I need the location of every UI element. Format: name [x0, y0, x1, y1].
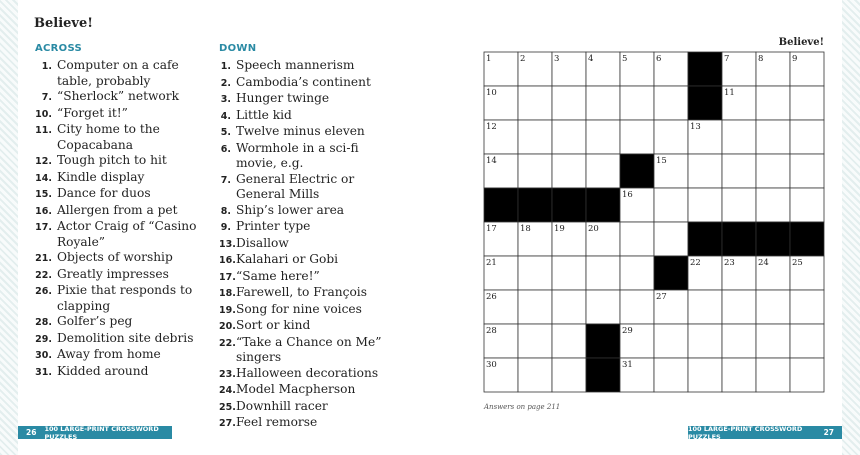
down-clue	[219, 399, 399, 416]
grid-cell[interactable]	[620, 86, 654, 120]
cell-number: 9	[792, 54, 798, 64]
grid-cell[interactable]	[756, 188, 790, 222]
across-clue	[35, 153, 205, 170]
grid-cell[interactable]	[518, 154, 552, 188]
footer-right	[688, 426, 842, 439]
down-clue	[219, 108, 399, 125]
grid-cell[interactable]	[518, 86, 552, 120]
clue-number: 10.	[35, 108, 52, 120]
clue-number: 27.	[219, 418, 236, 429]
grid-cell[interactable]	[756, 86, 790, 120]
clue-text: Model Macpherson	[236, 382, 356, 396]
clue-text: Allergen from a pet	[57, 202, 178, 217]
grid-cell[interactable]	[790, 290, 824, 324]
clue-number: 15.	[35, 189, 52, 200]
grid-cell[interactable]	[552, 290, 586, 324]
grid-cell[interactable]	[518, 290, 552, 324]
grid-cell[interactable]	[688, 154, 722, 188]
grid-cell[interactable]	[620, 290, 654, 324]
clue-number: 9.	[220, 222, 231, 233]
clue-number: 25.	[219, 401, 236, 413]
grid-cell[interactable]	[620, 120, 654, 154]
cell-number: 8	[758, 54, 764, 64]
across-clue	[35, 331, 205, 348]
across-clue	[35, 58, 205, 89]
cell-number: 18	[520, 224, 531, 234]
across-clue	[35, 283, 205, 314]
cell-number: 2	[520, 54, 526, 64]
across-clue	[35, 89, 205, 106]
clue-number: 22.	[35, 269, 52, 281]
down-clue	[219, 75, 399, 92]
clue-number: 11.	[35, 125, 52, 136]
across-clue	[35, 219, 205, 250]
clue-text: General Electric or General Mills	[236, 171, 355, 201]
answers-note: Answers on page 211	[484, 403, 561, 411]
clue-text: Song for nine voices	[236, 301, 362, 316]
across-clue	[35, 314, 205, 331]
grid-cell[interactable]	[722, 358, 756, 392]
across-clue	[35, 106, 205, 123]
clue-number: 29.	[35, 333, 52, 345]
cell-number: 26	[486, 292, 497, 302]
cell-number: 16	[622, 190, 633, 200]
clue-text: Away from home	[57, 347, 161, 361]
cell-number: 5	[622, 54, 628, 64]
grid-cell[interactable]	[790, 86, 824, 120]
clue-text: Farewell, to François	[236, 285, 367, 299]
down-clue	[219, 382, 399, 399]
clue-text: Dance for duos	[57, 186, 151, 200]
clue-text: Objects of worship	[57, 250, 173, 264]
clue-number: 28.	[35, 317, 52, 328]
down-clue	[219, 318, 399, 335]
clue-number: 26.	[35, 286, 52, 297]
grid-cell[interactable]	[586, 154, 620, 188]
black-square	[722, 222, 756, 256]
cell-number: 22	[690, 258, 701, 268]
grid-cell[interactable]	[518, 256, 552, 290]
down-clue	[219, 415, 399, 432]
clue-text: Sort or kind	[236, 318, 311, 332]
down-clue	[219, 203, 399, 220]
clue-text: Halloween decorations	[236, 365, 379, 380]
grid-cell[interactable]	[722, 154, 756, 188]
grid-cell[interactable]	[790, 324, 824, 358]
grid-cell[interactable]	[722, 324, 756, 358]
crossword-grid	[483, 51, 826, 393]
clue-text: “Sherlock” network	[57, 89, 179, 103]
clue-text: Pixie that responds to clapping	[57, 283, 193, 313]
clue-text: Ship’s lower area	[236, 202, 345, 217]
down-clue	[219, 124, 399, 141]
cell-number: 3	[554, 54, 560, 64]
down-clue	[219, 366, 399, 383]
clue-text: Twelve minus eleven	[236, 124, 365, 138]
black-square	[756, 222, 790, 256]
cell-number: 17	[486, 224, 497, 234]
cell-number: 7	[724, 54, 730, 64]
grid-cell[interactable]	[756, 358, 790, 392]
clue-number: 16.	[219, 255, 236, 266]
clue-number: 7.	[220, 174, 231, 186]
clue-text: Hunger twinge	[236, 91, 330, 105]
clue-text: Downhill racer	[236, 398, 328, 413]
grid-cell[interactable]	[552, 358, 586, 392]
cell-number: 13	[690, 122, 701, 132]
clue-text: Disallow	[236, 235, 289, 250]
clue-number: 18.	[219, 288, 236, 299]
clue-number: 14.	[35, 172, 52, 184]
black-square	[688, 222, 722, 256]
clue-number: 22.	[219, 337, 236, 349]
cell-number: 30	[486, 360, 497, 370]
page-number-left: 26	[26, 428, 37, 437]
clue-text: Kindle display	[57, 169, 145, 184]
clue-text: Golfer’s peg	[57, 314, 133, 328]
grid-cell[interactable]	[552, 324, 586, 358]
clue-text: Wormhole in a sci-fi movie, e.g.	[236, 140, 359, 170]
right-page-edge	[842, 0, 860, 455]
grid-cell[interactable]	[654, 358, 688, 392]
black-square	[688, 86, 722, 120]
left-page-edge	[0, 0, 18, 455]
clue-text: Cambodia’s continent	[236, 74, 371, 89]
clue-number: 1.	[41, 61, 52, 72]
across-clue	[35, 203, 205, 220]
grid-cell[interactable]	[688, 358, 722, 392]
black-square	[586, 188, 620, 222]
down-heading: DOWN	[219, 43, 257, 54]
grid-cell[interactable]	[586, 256, 620, 290]
cell-number: 24	[758, 258, 769, 268]
across-clue	[35, 267, 205, 284]
clue-text: Little kid	[236, 107, 292, 122]
footer-left-label: 100 LARGE-PRINT CROSSWORD PUZZLES	[44, 424, 159, 441]
down-clue	[219, 141, 399, 172]
grid-cell[interactable]	[518, 358, 552, 392]
grid-cell[interactable]	[552, 256, 586, 290]
down-clue	[219, 236, 399, 253]
clue-number: 17.	[219, 271, 236, 283]
clue-number: 23.	[219, 368, 236, 380]
clue-text: Speech mannerism	[236, 58, 355, 72]
cell-number: 29	[622, 326, 633, 336]
grid-cell[interactable]	[586, 120, 620, 154]
grid-cell[interactable]	[654, 222, 688, 256]
across-clue	[35, 364, 205, 381]
cell-number: 4	[588, 54, 594, 64]
clue-text: Computer on a cafe table, probably	[57, 58, 179, 88]
grid-cell[interactable]	[518, 324, 552, 358]
down-clue	[219, 335, 399, 366]
clue-text: Demolition site debris	[57, 330, 194, 345]
clue-text: Actor Craig of “Casino Royale”	[57, 219, 197, 249]
clue-text: Printer type	[236, 219, 311, 233]
clue-number: 31.	[35, 366, 52, 378]
grid-cell[interactable]	[688, 324, 722, 358]
clue-number: 12.	[35, 156, 52, 167]
cell-number: 28	[486, 326, 497, 336]
grid-cell[interactable]	[790, 358, 824, 392]
cell-number: 6	[656, 54, 662, 64]
clue-number: 30.	[35, 350, 52, 361]
grid-cell[interactable]	[756, 120, 790, 154]
clue-text: “Same here!”	[236, 268, 320, 283]
black-square	[790, 222, 824, 256]
grid-cell[interactable]	[790, 120, 824, 154]
footer-right-label: 100 LARGE-PRINT CROSSWORD PUZZLES	[688, 424, 803, 441]
across-clue	[35, 250, 205, 267]
cell-number: 14	[486, 156, 497, 166]
clue-number: 21.	[35, 253, 52, 264]
grid-cell[interactable]	[620, 256, 654, 290]
grid-cell[interactable]	[586, 86, 620, 120]
clue-number: 24.	[219, 385, 236, 396]
clue-number: 20.	[219, 321, 236, 332]
footer-left	[18, 426, 172, 439]
grid-cell[interactable]	[552, 86, 586, 120]
cell-number: 10	[486, 88, 497, 98]
clue-number: 4.	[220, 110, 231, 122]
cell-number: 19	[554, 224, 565, 234]
down-clue	[219, 58, 399, 75]
grid-cell[interactable]	[552, 120, 586, 154]
black-square	[688, 52, 722, 86]
cell-number: 11	[724, 88, 735, 98]
across-clue	[35, 347, 205, 364]
black-square	[586, 324, 620, 358]
clue-number: 17.	[35, 222, 52, 233]
clue-number: 7.	[41, 92, 52, 103]
grid-cell[interactable]	[790, 188, 824, 222]
cell-number: 31	[622, 360, 633, 370]
clue-number: 8.	[220, 205, 231, 217]
clue-text: “Forget it!”	[57, 105, 128, 120]
grid-cell[interactable]	[722, 290, 756, 324]
clue-text: Feel remorse	[236, 415, 318, 429]
down-clue	[219, 219, 399, 236]
across-clue	[35, 186, 205, 203]
clue-text: Kalahari or Gobi	[236, 252, 339, 266]
cell-number: 20	[588, 224, 599, 234]
cell-number: 21	[486, 258, 497, 268]
clue-number: 19.	[219, 304, 236, 316]
cell-number: 27	[656, 292, 667, 302]
down-clue	[219, 252, 399, 269]
down-clue	[219, 269, 399, 286]
across-clue-list	[35, 58, 205, 380]
grid-cell[interactable]	[688, 188, 722, 222]
grid-cell[interactable]	[688, 290, 722, 324]
grid-cell[interactable]	[722, 188, 756, 222]
down-clue	[219, 302, 399, 319]
grid-cell[interactable]	[586, 290, 620, 324]
clue-number: 2.	[220, 77, 231, 89]
clue-number: 5.	[220, 127, 231, 138]
grid-cell[interactable]	[620, 222, 654, 256]
grid-cell[interactable]	[722, 120, 756, 154]
across-clue	[35, 170, 205, 187]
grid-cell[interactable]	[654, 324, 688, 358]
grid-cell[interactable]	[756, 324, 790, 358]
clue-number: 1.	[220, 61, 231, 72]
clue-text: City home to the Copacabana	[57, 122, 160, 152]
cell-number: 12	[486, 122, 497, 132]
grid-cell[interactable]	[654, 188, 688, 222]
cell-number: 23	[724, 258, 735, 268]
down-clue	[219, 172, 399, 203]
clue-text: Tough pitch to hit	[57, 153, 167, 167]
down-clue-list	[219, 58, 399, 432]
black-square	[620, 154, 654, 188]
grid-cell[interactable]	[790, 154, 824, 188]
down-clue	[219, 91, 399, 108]
black-square	[654, 256, 688, 290]
across-clue	[35, 122, 205, 153]
across-heading: ACROSS	[35, 43, 83, 54]
grid-cell[interactable]	[756, 154, 790, 188]
puzzle-title: Believe!	[34, 16, 93, 31]
cell-number: 25	[792, 258, 803, 268]
down-clue	[219, 285, 399, 302]
grid-title: Believe!	[778, 37, 824, 48]
grid-cell[interactable]	[654, 120, 688, 154]
clue-number: 6.	[220, 143, 231, 155]
grid-cell[interactable]	[552, 154, 586, 188]
black-square	[518, 188, 552, 222]
clue-text: Greatly impresses	[57, 266, 169, 281]
black-square	[586, 358, 620, 392]
cell-number: 15	[656, 156, 667, 166]
grid-cell[interactable]	[518, 120, 552, 154]
clue-number: 16.	[35, 205, 52, 217]
clue-text: “Take a Chance on Me” singers	[236, 334, 382, 364]
clue-text: Kidded around	[57, 363, 149, 378]
page-number-right: 27	[823, 428, 834, 437]
black-square	[484, 188, 518, 222]
cell-number: 1	[486, 54, 492, 64]
grid-cell[interactable]	[654, 86, 688, 120]
clue-number: 13.	[219, 238, 236, 250]
grid-cell[interactable]	[756, 290, 790, 324]
clue-number: 3.	[220, 94, 231, 105]
black-square	[552, 188, 586, 222]
